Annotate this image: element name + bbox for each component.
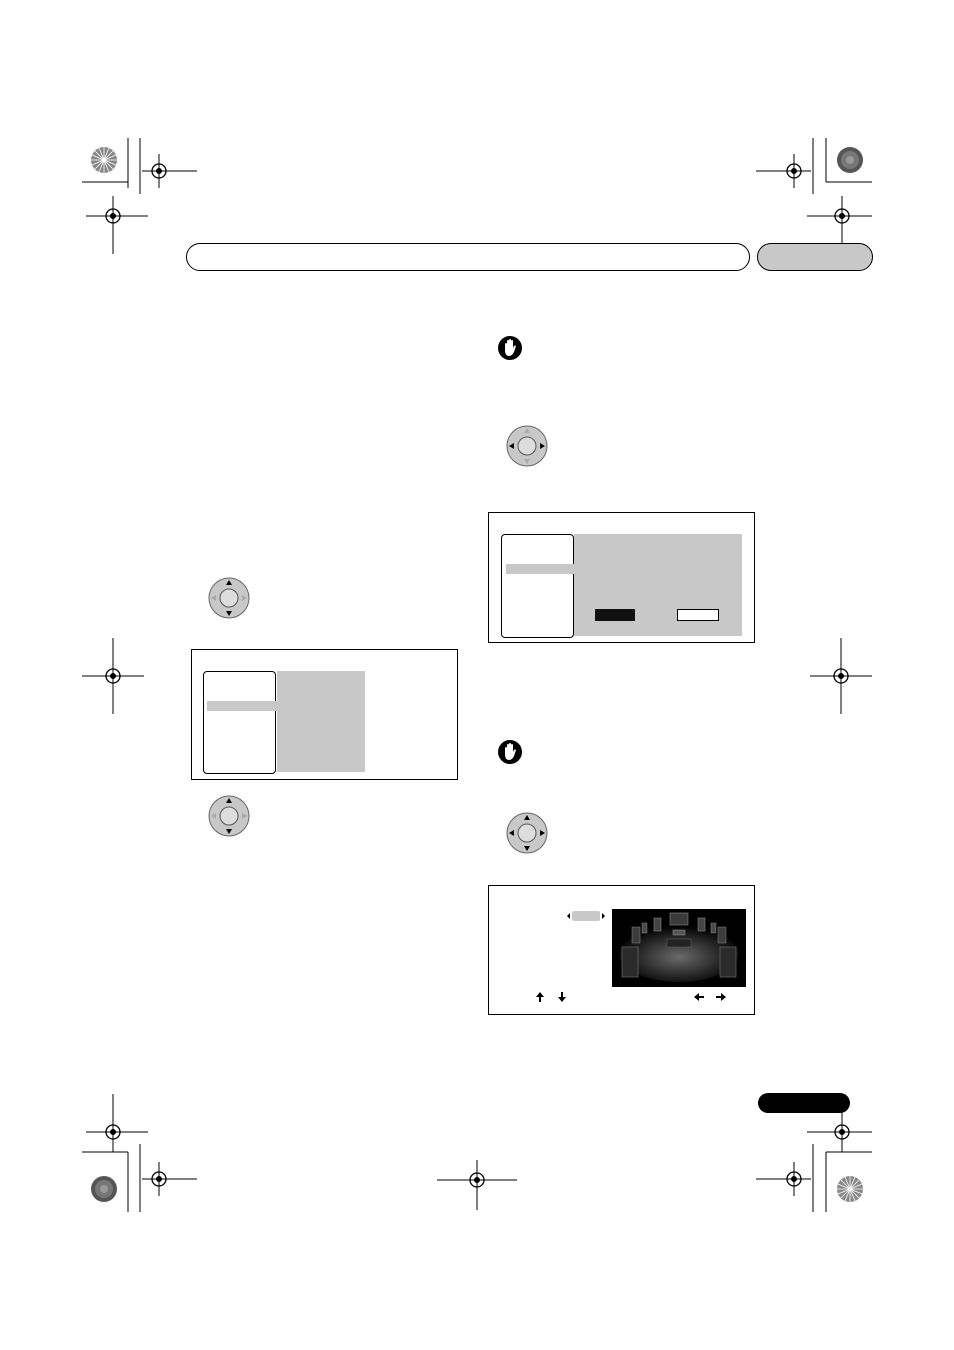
page-number-badge xyxy=(758,1093,850,1113)
registration-mark-icon xyxy=(82,636,144,716)
setup-screen-confirm xyxy=(488,512,755,643)
menu-list xyxy=(203,671,276,774)
left-right-arrows-icon xyxy=(694,992,726,1002)
cancel-button[interactable] xyxy=(677,609,719,621)
ok-button[interactable] xyxy=(595,609,635,621)
page-header-bar xyxy=(186,243,750,271)
chapter-tab xyxy=(757,243,873,271)
speaker-layout-image xyxy=(612,909,746,987)
direction-pad-icon xyxy=(208,795,250,837)
caution-hand-icon xyxy=(497,739,523,765)
submenu-panel xyxy=(277,671,365,772)
menu-list xyxy=(501,534,574,638)
up-down-arrows-icon xyxy=(535,992,567,1002)
registration-mark-icon xyxy=(80,138,200,258)
menu-item-selected[interactable] xyxy=(207,701,277,711)
setup-screen-menu xyxy=(191,649,458,780)
value-selector[interactable] xyxy=(565,910,607,922)
registration-mark-icon xyxy=(437,1160,517,1210)
direction-pad-icon xyxy=(208,577,250,619)
direction-pad-icon xyxy=(506,425,548,467)
registration-mark-icon xyxy=(80,1094,200,1214)
menu-item-selected[interactable] xyxy=(506,564,576,574)
registration-mark-icon xyxy=(810,636,872,716)
caution-hand-icon xyxy=(497,335,523,361)
setup-screen-speakers xyxy=(488,885,755,1015)
direction-pad-icon xyxy=(506,812,548,854)
registration-mark-icon xyxy=(756,138,876,258)
